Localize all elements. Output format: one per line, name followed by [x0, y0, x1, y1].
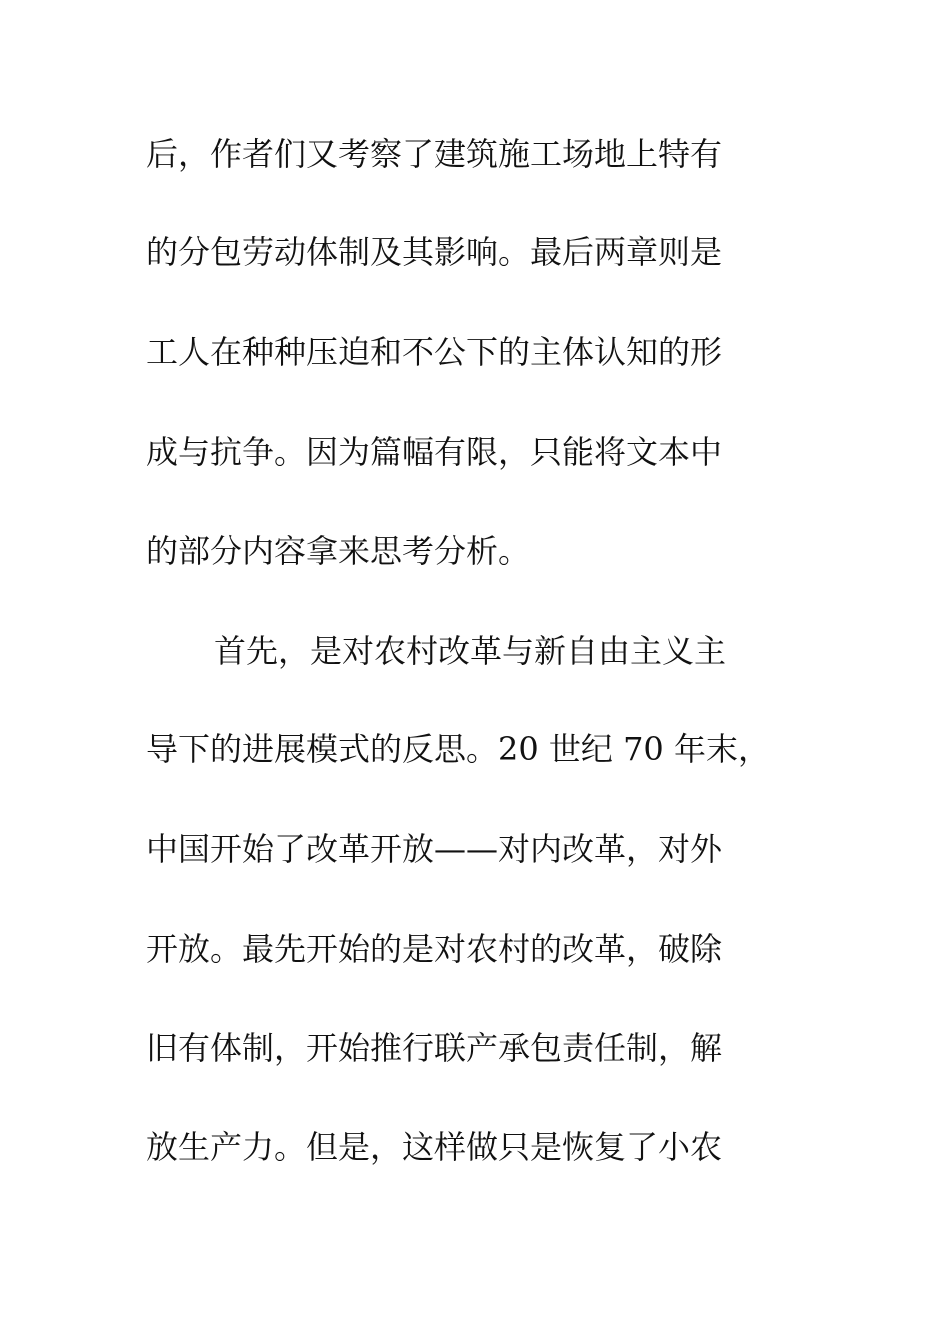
text-line: 开放。最先开始的是对农村的改革，破除 [146, 930, 723, 968]
text-line: 放生产力。但是，这样做只是恢复了小农 [146, 1128, 723, 1166]
text-line: 的分包劳动体制及其影响。最后两章则是 [146, 233, 723, 271]
text-line: 工人在种种压迫和不公下的主体认知的形 [146, 333, 723, 371]
text-line: 导下的进展模式的反思。20 世纪 70 年末， [146, 730, 770, 768]
text-line: 后，作者们又考察了建筑施工场地上特有 [146, 135, 723, 173]
paragraph-first-line: 首先，是对农村改革与新自由主义主 [214, 632, 727, 670]
text-line: 中国开始了改革开放——对内改革，对外 [146, 830, 723, 868]
text-line: 旧有体制，开始推行联产承包责任制，解 [146, 1029, 723, 1067]
text-line: 成与抗争。因为篇幅有限，只能将文本中 [146, 433, 723, 471]
text-line: 的部分内容拿来思考分析。 [146, 532, 531, 570]
